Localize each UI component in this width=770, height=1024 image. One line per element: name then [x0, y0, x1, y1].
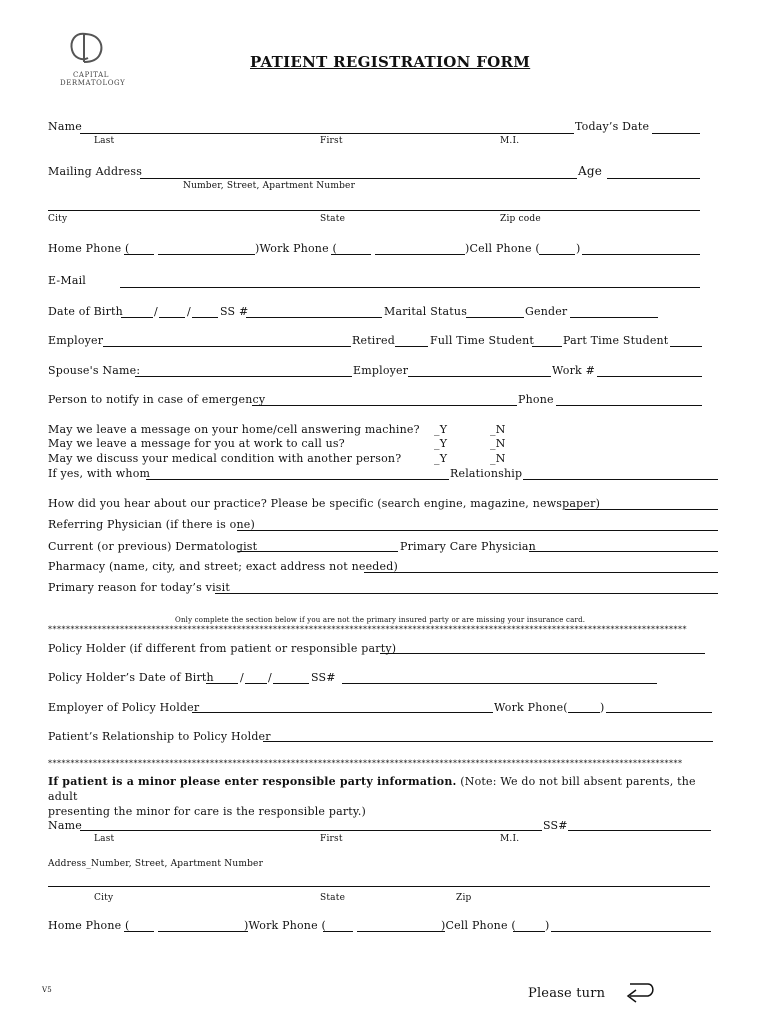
- holder-employer-field[interactable]: [192, 712, 493, 713]
- visit-reason-label: Primary reason for today’s visit: [48, 581, 230, 594]
- relationship-to-holder-field[interactable]: [263, 741, 713, 742]
- dermatologist-label: Current (or previous) Dermatologist: [48, 540, 258, 553]
- mi-label: M.I.: [500, 136, 520, 146]
- dob-day-field[interactable]: [159, 317, 185, 318]
- part-time-student-label: Part Time Student: [563, 334, 669, 347]
- full-time-student-label: Full Time Student: [430, 334, 535, 347]
- minor-home-phone-label: Home Phone (: [48, 919, 130, 932]
- full-time-student-field[interactable]: [532, 346, 562, 347]
- question-discuss-condition: May we discuss your medical condition with another person?: [48, 452, 402, 465]
- emergency-contact-field[interactable]: [252, 405, 517, 406]
- ss-field[interactable]: [246, 317, 382, 318]
- ss-label: SS #: [220, 305, 249, 318]
- relationship-to-holder-label: Patient’s Relationship to Policy Holder: [48, 730, 271, 743]
- holder-dob-label: Policy Holder’s Date of Birth: [48, 671, 214, 684]
- name-label: Name: [48, 120, 82, 133]
- spouse-employer-field[interactable]: [408, 376, 551, 377]
- minor-cell-phone-field[interactable]: [551, 931, 711, 932]
- retired-label: Retired: [352, 334, 395, 347]
- work-phone-label: )Work Phone (: [255, 242, 337, 255]
- minor-instructions: [48, 774, 718, 819]
- cell-phone-label: )Cell Phone (: [465, 242, 540, 255]
- cell-phone-area-field[interactable]: [539, 254, 575, 255]
- todays-date-label: Today’s Date: [575, 120, 650, 133]
- minor-cell-phone-label: )Cell Phone (: [441, 919, 516, 932]
- holder-dob-day-field[interactable]: [245, 683, 267, 684]
- logo: [60, 28, 126, 87]
- holder-dob-slash-2: /: [268, 671, 272, 684]
- holder-dob-month-field[interactable]: [206, 683, 238, 684]
- cell-phone-close: ): [576, 242, 581, 255]
- holder-work-phone-close: ): [600, 701, 605, 714]
- employer-field[interactable]: [103, 346, 351, 347]
- minor-zip-label: Zip: [456, 893, 472, 903]
- marital-status-field[interactable]: [466, 317, 524, 318]
- emergency-contact-label: Person to notify in case of emergency: [48, 393, 266, 406]
- please-turn-label: Please turn: [528, 986, 606, 1001]
- dob-label: Date of Birth: [48, 305, 123, 318]
- minor-work-phone-field[interactable]: [357, 931, 445, 932]
- minor-name-label: Name: [48, 819, 82, 832]
- minor-work-phone-label: )Work Phone (: [244, 919, 326, 932]
- address-hint: Number, Street, Apartment Number: [183, 181, 356, 191]
- primary-care-label: Primary Care Physician: [400, 540, 536, 553]
- referring-physician-label: Referring Physician (if there is one): [48, 518, 255, 531]
- email-field[interactable]: [120, 287, 700, 288]
- question-message-at-work: May we leave a message for you at work to call us?: [48, 437, 345, 450]
- logo-line-1: CAPITAL: [72, 71, 110, 79]
- work-phone-area-field[interactable]: [331, 254, 371, 255]
- dermatologist-field[interactable]: [238, 551, 398, 552]
- city-state-zip-field[interactable]: [48, 210, 700, 211]
- retired-field[interactable]: [395, 346, 428, 347]
- dob-month-field[interactable]: [121, 317, 153, 318]
- zip-label: Zip code: [500, 214, 541, 224]
- minor-mi-label: M.I.: [500, 834, 520, 844]
- spouse-name-field[interactable]: [135, 376, 352, 377]
- minor-home-phone-area-field[interactable]: [124, 931, 154, 932]
- name-field[interactable]: [80, 133, 574, 134]
- relationship-field[interactable]: [523, 479, 718, 480]
- q3-yes[interactable]: _Y: [434, 452, 448, 465]
- marital-status-label: Marital Status: [384, 305, 468, 318]
- minor-instructions-bold: If patient is a minor please enter responsible party information.: [48, 775, 457, 788]
- home-phone-label: Home Phone (: [48, 242, 130, 255]
- with-whom-field[interactable]: [146, 479, 449, 480]
- minor-instructions-note-2: presenting the minor for care is the responsible party.): [48, 805, 367, 818]
- emergency-phone-label: Phone: [518, 393, 554, 406]
- minor-ss-field[interactable]: [568, 830, 711, 831]
- policy-holder-field[interactable]: [380, 653, 705, 654]
- relationship-label: Relationship: [450, 467, 523, 480]
- hear-about-practice-label: How did you hear about our practice? Please be specific (search engine, magazine, newspaper): [48, 497, 601, 510]
- age-label: Age: [578, 164, 603, 178]
- employer-label: Employer: [48, 334, 104, 347]
- pharmacy-label: Pharmacy (name, city, and street; exact address not needed): [48, 560, 398, 573]
- holder-ss-field[interactable]: [342, 683, 657, 684]
- version-label: V5: [42, 986, 52, 994]
- gender-label: Gender: [525, 305, 568, 318]
- turn-arrow-icon: [622, 980, 658, 1006]
- part-time-student-field[interactable]: [670, 346, 702, 347]
- minor-address-label: Address_Number, Street, Apartment Number: [48, 859, 264, 869]
- q3-no[interactable]: _N: [490, 452, 506, 465]
- minor-instructions-note: (Note: We do not bill absent parents, the adult: [48, 775, 696, 803]
- q2-yes[interactable]: _Y: [434, 437, 448, 450]
- mailing-address-field[interactable]: [140, 178, 577, 179]
- separator-stars-2: *********************************************************************************************************************************************: [48, 759, 683, 768]
- spouse-name-label: Spouse's Name:: [48, 364, 141, 377]
- logo-line-2: DERMATOLOGY: [60, 79, 126, 87]
- work-phone-field[interactable]: [375, 254, 465, 255]
- holder-ss-label: SS#: [311, 671, 336, 684]
- referring-physician-field[interactable]: [237, 530, 718, 531]
- first-label: First: [320, 136, 343, 146]
- emergency-phone-field[interactable]: [556, 405, 702, 406]
- home-phone-field[interactable]: [158, 254, 255, 255]
- with-whom-label: If yes, with whom: [48, 467, 151, 480]
- age-field[interactable]: [607, 178, 700, 179]
- holder-work-phone-area-field[interactable]: [568, 712, 600, 713]
- separator-stars-1: **********************************************************************************************************************************************: [48, 625, 687, 634]
- cell-phone-field[interactable]: [582, 254, 700, 255]
- city-label: City: [48, 214, 68, 224]
- holder-work-phone-field[interactable]: [606, 712, 712, 713]
- q1-no[interactable]: _N: [490, 423, 506, 436]
- visit-reason-field[interactable]: [215, 593, 718, 594]
- spouse-employer-label: Employer: [353, 364, 409, 377]
- capital-dermatology-logo-icon: [60, 28, 122, 68]
- minor-name-field[interactable]: [80, 830, 542, 831]
- pharmacy-field[interactable]: [364, 572, 718, 573]
- last-label: Last: [94, 136, 115, 146]
- hear-about-practice-field[interactable]: [565, 509, 718, 510]
- dob-year-field[interactable]: [192, 317, 218, 318]
- holder-dob-year-field[interactable]: [273, 683, 309, 684]
- minor-cell-phone-area-field[interactable]: [513, 931, 545, 932]
- minor-work-phone-area-field[interactable]: [323, 931, 353, 932]
- state-label: State: [320, 214, 346, 224]
- q1-yes[interactable]: _Y: [434, 423, 448, 436]
- minor-cell-phone-close: ): [545, 919, 550, 932]
- holder-work-phone-label: Work Phone(: [494, 701, 568, 714]
- primary-care-field[interactable]: [529, 551, 718, 552]
- minor-first-label: First: [320, 834, 343, 844]
- insurance-note: Only complete the section below if you are not the primary insured party or are missing your insurance card.: [175, 616, 586, 624]
- q2-no[interactable]: _N: [490, 437, 506, 450]
- question-answering-machine: May we leave a message on your home/cell answering machine?: [48, 423, 420, 436]
- email-label: E-Mail: [48, 274, 87, 287]
- minor-state-label: State: [320, 893, 346, 903]
- holder-employer-label: Employer of Policy Holder: [48, 701, 200, 714]
- minor-ss-label: SS#: [543, 819, 568, 832]
- gender-field[interactable]: [570, 317, 658, 318]
- policy-holder-label: Policy Holder (if different from patient or responsible party): [48, 642, 397, 655]
- dob-slash-1: /: [154, 305, 158, 318]
- minor-home-phone-field[interactable]: [158, 931, 248, 932]
- minor-city-label: City: [94, 893, 114, 903]
- work-number-label: Work #: [552, 364, 596, 377]
- page-title: PATIENT REGISTRATION FORM: [250, 53, 531, 71]
- work-number-field[interactable]: [597, 376, 702, 377]
- minor-address-field[interactable]: [48, 886, 710, 887]
- mailing-address-label: Mailing Address: [48, 165, 143, 178]
- dob-slash-2: /: [187, 305, 191, 318]
- todays-date-field[interactable]: [652, 133, 700, 134]
- home-phone-area-field[interactable]: [124, 254, 154, 255]
- holder-dob-slash-1: /: [240, 671, 244, 684]
- minor-last-label: Last: [94, 834, 115, 844]
